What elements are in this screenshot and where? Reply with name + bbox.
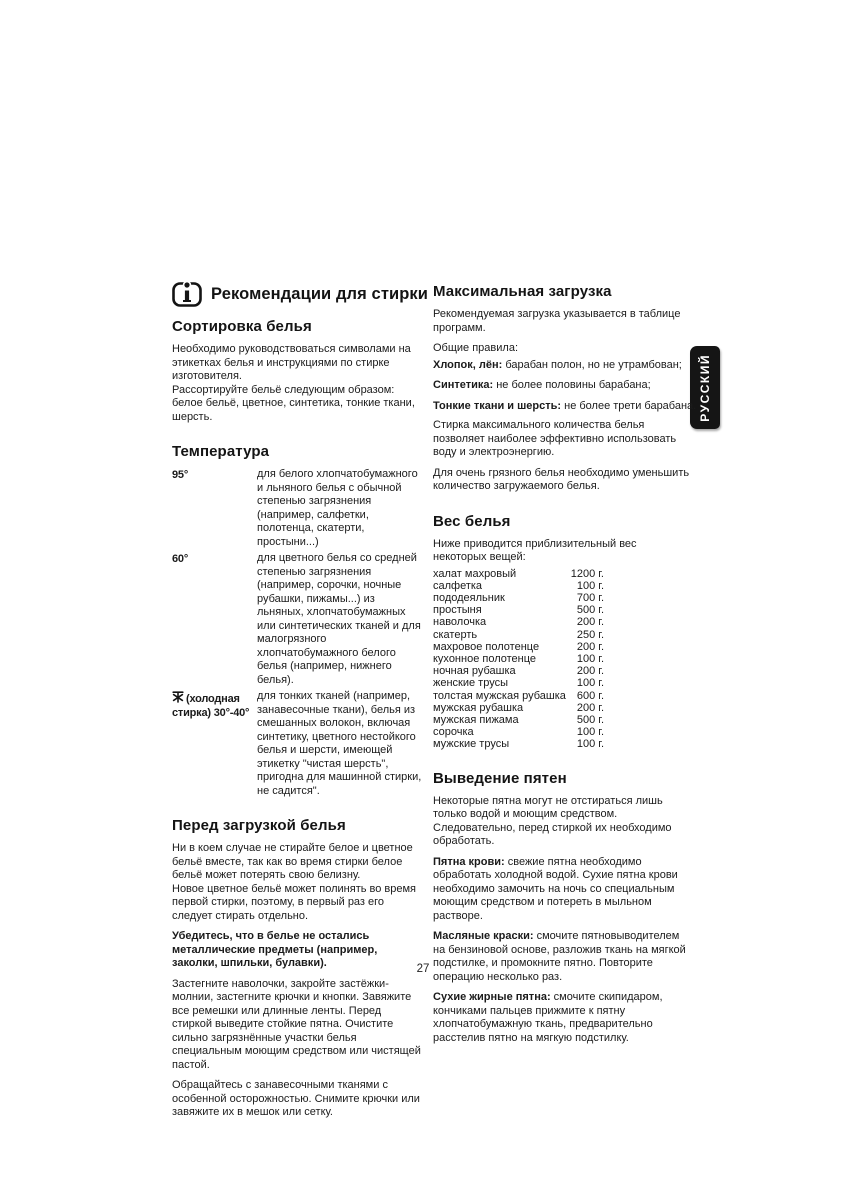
stain-tip-term: Масляные краски: bbox=[433, 930, 534, 943]
paragraph: Обращайтесь с занавесочными тканями с особенной осторожностью. Снимите крючки или завяжите их в мешок или сетку. bbox=[172, 1079, 420, 1118]
paragraph: Рекомендуемая загрузка указывается в таблице программ. bbox=[433, 308, 681, 334]
load-rule bbox=[433, 379, 691, 393]
paragraph-warning: Убедитесь, что в белье не остались металлические предметы (например, заколки, шпильки, булавки). bbox=[172, 930, 378, 969]
weight-row bbox=[433, 653, 604, 665]
temperature-row bbox=[172, 690, 422, 798]
paragraph: Рассортируйте бельё следующим образом: белое бельё, цветное, синтетика, тонкие ткани, шерсть. bbox=[172, 383, 415, 423]
stain-tip-term: Сухие жирные пятна: bbox=[433, 991, 551, 1004]
temperature-description: для белого хлопчатобумажного и льняного белья с обычной степенью загрязнения (например, салфетки, полотенца, скатерти, простыни...) bbox=[257, 468, 418, 548]
weight-item-name: мужские трусы bbox=[433, 738, 510, 751]
load-rule-term: Хлопок, лён: bbox=[433, 358, 503, 371]
weight-row bbox=[433, 616, 604, 628]
weight-item-value: 100 г. bbox=[576, 677, 604, 690]
stain-tip bbox=[433, 991, 691, 1045]
section-heading-before-loading: Перед загрузкой белья bbox=[172, 817, 346, 834]
load-rule-term: Синтетика: bbox=[433, 379, 494, 391]
paragraph: Ни в коем случае не стирайте белое и цветное бельё вместе, так как во время стирки белое бельё может потерять свою белизну. bbox=[172, 842, 413, 881]
weight-item-value: 100 г. bbox=[576, 652, 604, 665]
load-rule-text: барабан полон, но не утрамбован; bbox=[502, 358, 682, 371]
section-heading-weights: Вес белья bbox=[433, 512, 511, 530]
weight-item-name: скатерть bbox=[433, 628, 478, 641]
page-header bbox=[172, 281, 428, 307]
temperature-row bbox=[172, 552, 422, 687]
weight-item-value: 500 г. bbox=[576, 713, 604, 726]
weight-item-value: 200 г. bbox=[576, 665, 604, 678]
weight-item-value: 700 г. bbox=[576, 591, 604, 604]
weight-item-name: женские трусы bbox=[433, 677, 508, 690]
weight-row bbox=[433, 641, 604, 653]
weight-item-name: кухонное полотенце bbox=[433, 652, 537, 665]
temperature-term-label: (холодная стирка) 30°-40° bbox=[172, 693, 250, 719]
weight-item-name: наволочка bbox=[433, 616, 487, 629]
paragraph: Стирка максимального количества белья позволяет наиболее эффективно использовать воду и электроэнергию. bbox=[433, 419, 677, 458]
weight-row bbox=[433, 714, 604, 726]
paragraph: Застегните наволочки, закройте застёжки-молнии, застегните крючки и кнопки. Завяжите все ремешки или длинные ленты. Перед стиркой выведите стойкие пятна. Очистите сильно загрязнённые участки белья специальным моющим средством или чистящей пастой. bbox=[172, 977, 421, 1071]
stain-tip-text: смочите пятновыводителем на бензиновой основе, разложив ткань на мягкой подстилке, и промокните пятно. Повторите операцию несколько раз. bbox=[433, 930, 686, 983]
weight-row bbox=[433, 702, 604, 714]
section-heading-sorting: Сортировка белья bbox=[172, 318, 312, 335]
stain-tip-text: смочите скипидаром, кончиками пальцев прижмите к пятну хлопчатобумажную ткань, предварительно расстелив пятно на мягкую подстилку. bbox=[433, 991, 663, 1044]
load-rule-term: Тонкие ткани и шерсть: bbox=[433, 399, 562, 412]
paragraph: Для очень грязного белья необходимо уменьшить количество загружаемого белья. bbox=[433, 466, 690, 492]
paragraph: Новое цветное бельё может полинять во время первой стирки, поэтому, в первый раз его следует стирать отдельно. bbox=[172, 882, 417, 922]
stain-tip-term: Пятна крови: bbox=[433, 855, 505, 868]
stain-tip bbox=[433, 856, 691, 924]
weight-item-value: 500 г. bbox=[576, 604, 604, 617]
right-column bbox=[433, 283, 697, 1052]
weight-item-value: 200 г. bbox=[576, 701, 604, 714]
section-heading-stains: Выведение пятен bbox=[433, 769, 567, 787]
weight-row bbox=[433, 690, 604, 702]
weight-item-name: сорочка bbox=[433, 726, 474, 739]
weight-item-value: 100 г. bbox=[576, 738, 604, 751]
stain-tip-text: свежие пятна необходимо обработать холодной водой. Сухие пятна крови необходимо замочить на ночь со специальным моющим средством и потереть в мыльном растворе. bbox=[433, 855, 678, 922]
temperature-row bbox=[172, 468, 422, 549]
weight-item-value: 100 г. bbox=[576, 579, 604, 592]
weight-item-name: ночная рубашка bbox=[433, 665, 516, 678]
weight-row bbox=[433, 738, 604, 750]
info-icon bbox=[172, 281, 202, 307]
weight-item-name: халат махровый bbox=[433, 567, 517, 580]
paragraph: Необходимо руководствоваться символами на этикетках белья и инструкциями по стирке изготовителя. bbox=[172, 343, 411, 382]
temperature-description: для цветного белья со средней степенью загрязнения (например, сорочки, ночные рубашки, пижамы...) из льняных, хлопчатобумажных или синтетических тканей и для малогрязного хлопчатобумажного белого белья (например, нижнего белья). bbox=[257, 552, 421, 686]
stain-tip bbox=[433, 930, 691, 984]
weight-item-value: 250 г. bbox=[576, 628, 604, 641]
language-tab-label: РУССКИЙ bbox=[698, 353, 712, 422]
temperature-description: для тонких тканей (например, занавесочные ткани), белья из смешанных волокон, включая синтетику, цветного нестойкого белья и шерсти, имеющей этикетку "чистая шерсть", пригодна для машинной стирки, не садится". bbox=[257, 690, 422, 797]
weight-item-name: пододеяльник bbox=[433, 591, 505, 604]
weight-item-name: простыня bbox=[433, 604, 482, 617]
paragraph: Ниже приводится приблизительный вес некоторых вещей: bbox=[433, 537, 637, 563]
section-heading-max-load: Максимальная загрузка bbox=[433, 283, 612, 300]
weight-row bbox=[433, 665, 604, 677]
page-title: Рекомендации для стирки bbox=[211, 284, 429, 303]
paragraph: Общие правила: bbox=[433, 342, 518, 354]
weight-row bbox=[433, 629, 604, 641]
weight-item-name: махровое полотенце bbox=[433, 640, 540, 653]
load-rule bbox=[433, 359, 691, 373]
section-heading-temperature: Температура bbox=[172, 443, 270, 460]
temperature-term bbox=[172, 690, 257, 798]
weight-item-name: мужская пижама bbox=[433, 713, 519, 726]
weight-item-value: 600 г. bbox=[576, 689, 604, 702]
weight-item-name: мужская рубашка bbox=[433, 701, 524, 714]
cold-wash-icon bbox=[172, 691, 184, 707]
paragraph: Некоторые пятна могут не отстираться лишь только водой и моющим средством. Следовательно, перед стиркой их необходимо обработать. bbox=[433, 794, 672, 848]
left-column bbox=[172, 318, 422, 1127]
page-number: 27 bbox=[416, 963, 430, 975]
weight-item-value: 200 г. bbox=[576, 640, 604, 653]
weight-item-value: 1200 г. bbox=[570, 567, 604, 580]
weight-row bbox=[433, 604, 604, 616]
weight-row bbox=[433, 568, 604, 580]
weight-item-value: 100 г. bbox=[576, 726, 604, 739]
weight-row bbox=[433, 726, 604, 738]
weight-item-value: 200 г. bbox=[576, 616, 604, 629]
weight-item-name: толстая мужская рубашка bbox=[433, 689, 566, 702]
weight-row bbox=[433, 592, 604, 604]
weight-item-name: салфетка bbox=[433, 579, 483, 592]
load-rule bbox=[433, 399, 697, 414]
temperature-term: 60° bbox=[172, 553, 189, 565]
weight-row bbox=[433, 580, 604, 592]
language-tab bbox=[690, 346, 720, 429]
weights-table bbox=[433, 568, 604, 751]
weight-row bbox=[433, 677, 604, 689]
load-rule-text: не более половины барабана; bbox=[493, 379, 651, 391]
load-rule-text: не более трети барабана. bbox=[561, 399, 697, 412]
temperature-term: 95° bbox=[172, 469, 189, 481]
